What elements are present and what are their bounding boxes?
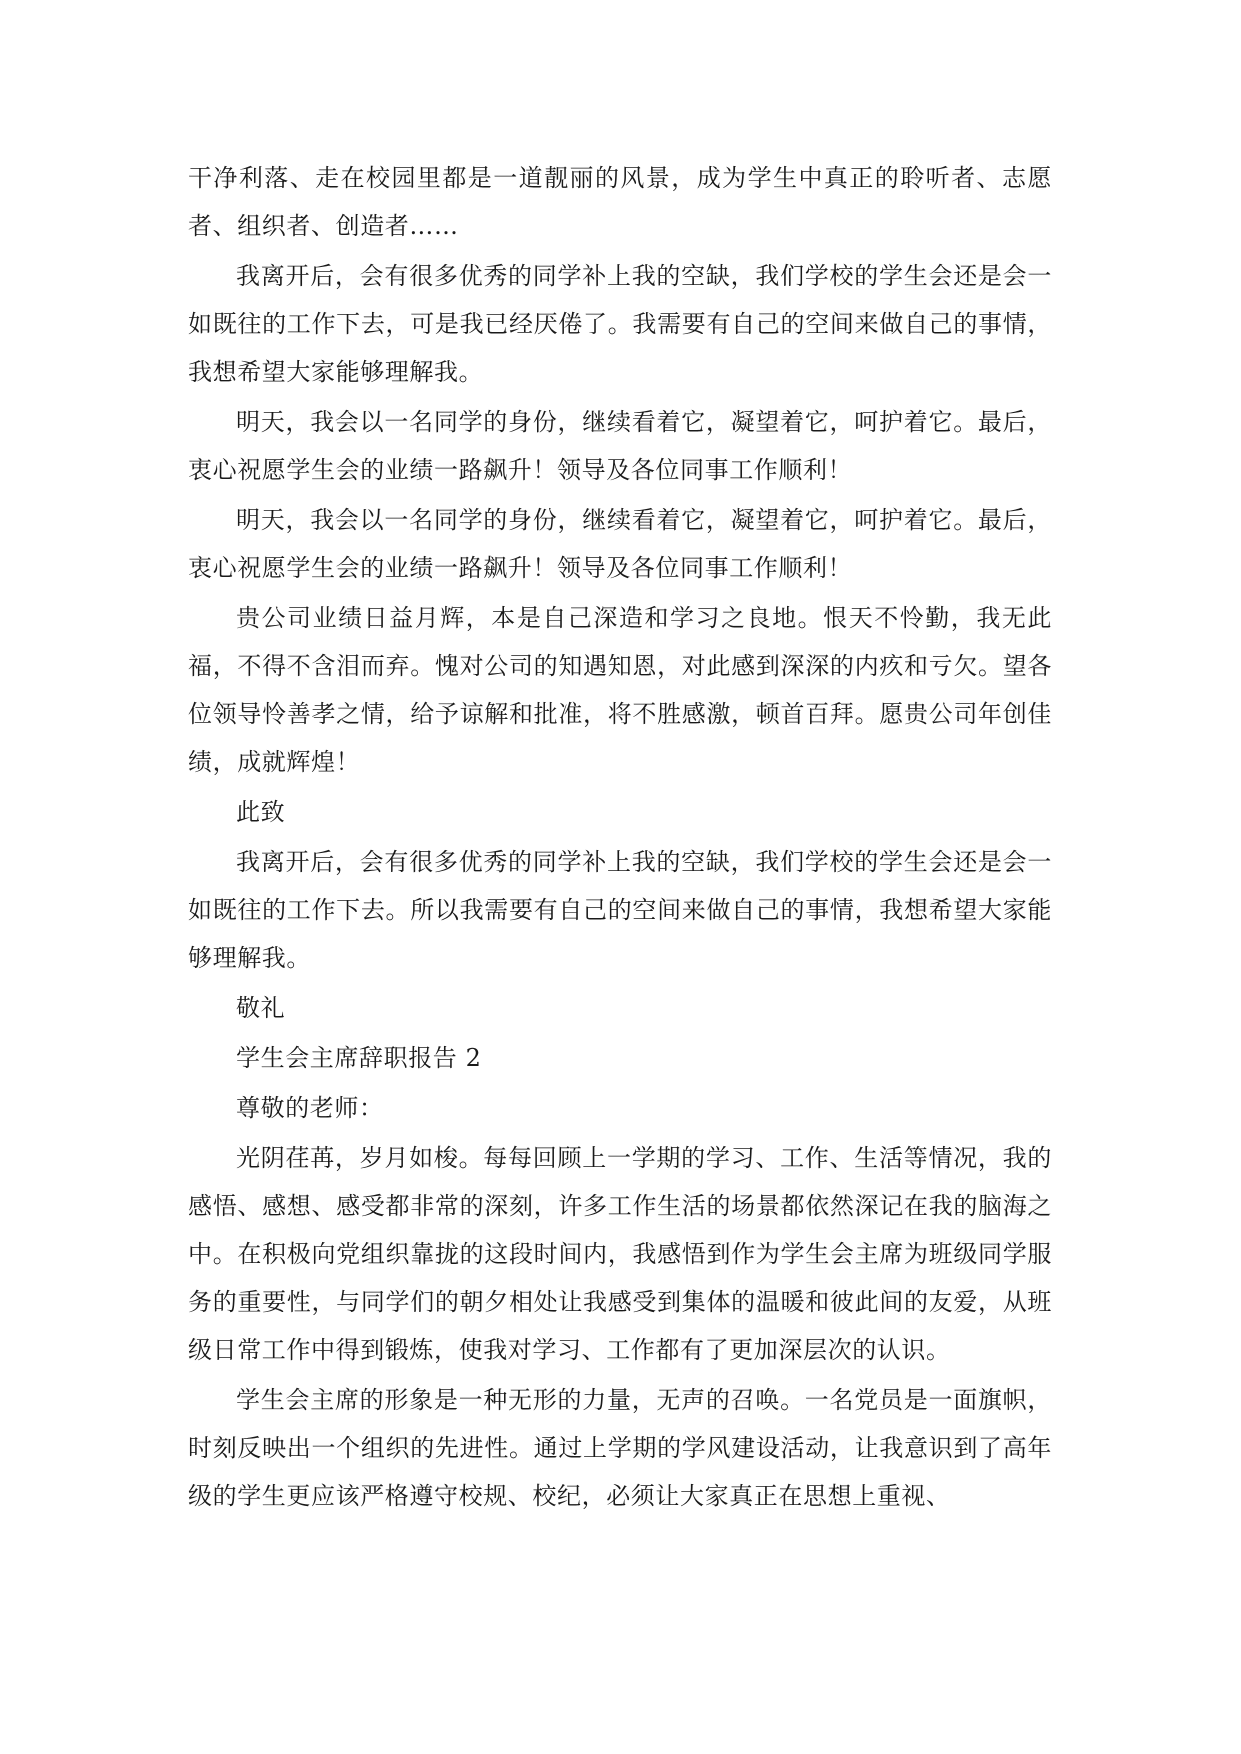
- paragraph: 明天，我会以一名同学的身份，继续看着它，凝望着它，呵护着它。最后，衷心祝愿学生会的业绩一路飙升！领导及各位同事工作顺利！: [188, 408, 1052, 484]
- closing-salutation: 此致: [236, 798, 286, 826]
- paragraph: 贵公司业绩日益月辉，本是自己深造和学习之良地。恨天不怜勤，我无此福，不得不含泪而弃。愧对公司的知遇知恩，对此感到深深的内疚和亏欠。望各位领导怜善孝之情，给予谅解和批准，将不胜感激，顿首百拜。愿贵公司年创佳绩，成就辉煌！: [188, 604, 1052, 776]
- paragraph: 我离开后，会有很多优秀的同学补上我的空缺，我们学校的学生会还是会一如既往的工作下去，可是我已经厌倦了。我需要有自己的空间来做自己的事情，我想希望大家能够理解我。: [188, 262, 1052, 386]
- paragraph: 学生会主席的形象是一种无形的力量，无声的召唤。一名党员是一面旗帜，时刻反映出一个组织的先进性。通过上学期的学风建设活动，让我意识到了高年级的学生更应该严格遵守校规、校纪，必须让大家真正在思想上重视、: [188, 1386, 1052, 1510]
- paragraph: 明天，我会以一名同学的身份，继续看着它，凝望着它，呵护着它。最后，衷心祝愿学生会的业绩一路飙升！领导及各位同事工作顺利！: [188, 506, 1052, 582]
- closing-regards: 敬礼: [236, 994, 286, 1022]
- paragraph: 我离开后，会有很多优秀的同学补上我的空缺，我们学校的学生会还是会一如既往的工作下去。所以我需要有自己的空间来做自己的事情，我想希望大家能够理解我。: [188, 848, 1052, 972]
- paragraph-continuation: 干净利落、走在校园里都是一道靓丽的风景，成为学生中真正的聆听者、志愿者、组织者、创造者……: [188, 164, 1052, 240]
- section-title: 学生会主席辞职报告 2: [236, 1044, 482, 1072]
- document-body: [188, 154, 1052, 1522]
- greeting: 尊敬的老师：: [236, 1094, 384, 1122]
- paragraph: 光阴荏苒，岁月如梭。每每回顾上一学期的学习、工作、生活等情况，我的感悟、感想、感受都非常的深刻，许多工作生活的场景都依然深记在我的脑海之中。在积极向党组织靠拢的这段时间内，我感悟到作为学生会主席为班级同学服务的重要性，与同学们的朝夕相处让我感受到集体的温暖和彼此间的友爱，从班级日常工作中得到锻炼，使我对学习、工作都有了更加深层次的认识。: [188, 1144, 1052, 1364]
